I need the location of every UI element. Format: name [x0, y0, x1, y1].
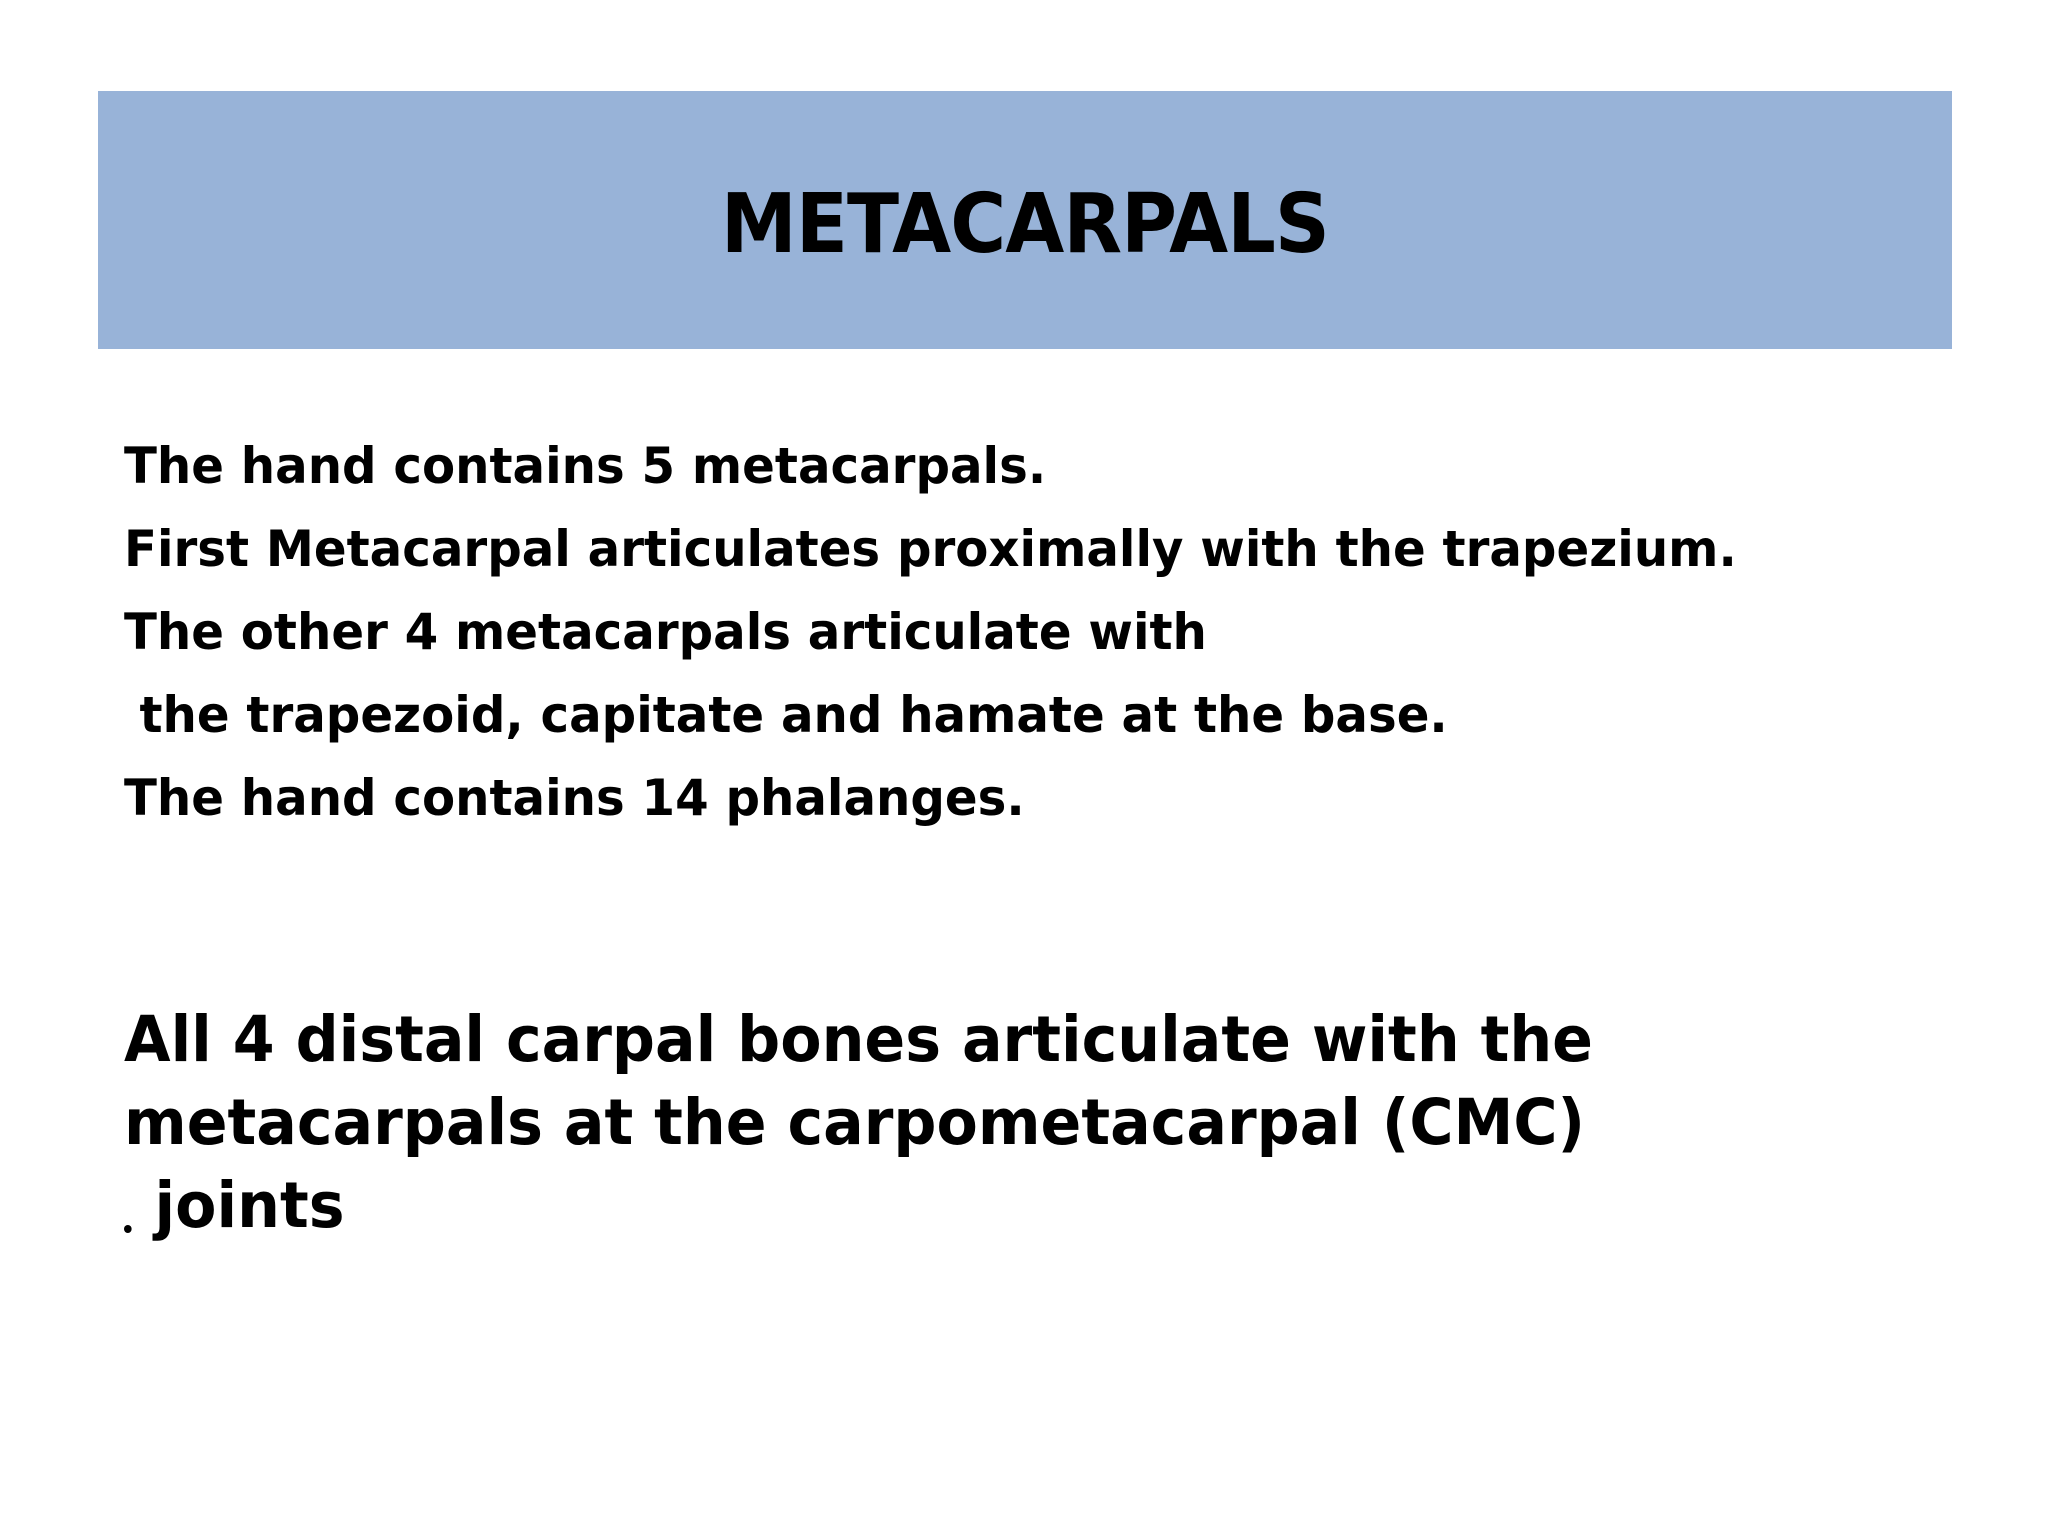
- title-banner: [98, 91, 1952, 349]
- slide-title: METACARPALS: [720, 176, 1330, 272]
- summary-line-3-text: joints: [154, 1169, 345, 1242]
- summary-line-3: [124, 1164, 1843, 1247]
- body-line-metacarpal-count: The hand contains 5 metacarpals.: [124, 437, 1047, 495]
- summary-line-2: metacarpals at the carpometacarpal (CMC): [124, 1086, 1586, 1159]
- summary-line-1: All 4 distal carpal bones articulate with the: [124, 1003, 1593, 1076]
- body-text-block: [124, 425, 1924, 840]
- body-line-other-metacarpals: The other 4 metacarpals articulate with: [124, 603, 1207, 661]
- bullet-dot-icon: [124, 1225, 132, 1233]
- body-line-first-metacarpal: First Metacarpal articulates proximally with the trapezium.: [124, 520, 1737, 578]
- body-line-base-bones: the trapezoid, capitate and hamate at the base.: [139, 686, 1448, 744]
- body-line-phalanges-count: The hand contains 14 phalanges.: [124, 769, 1025, 827]
- summary-block: [124, 998, 1924, 1247]
